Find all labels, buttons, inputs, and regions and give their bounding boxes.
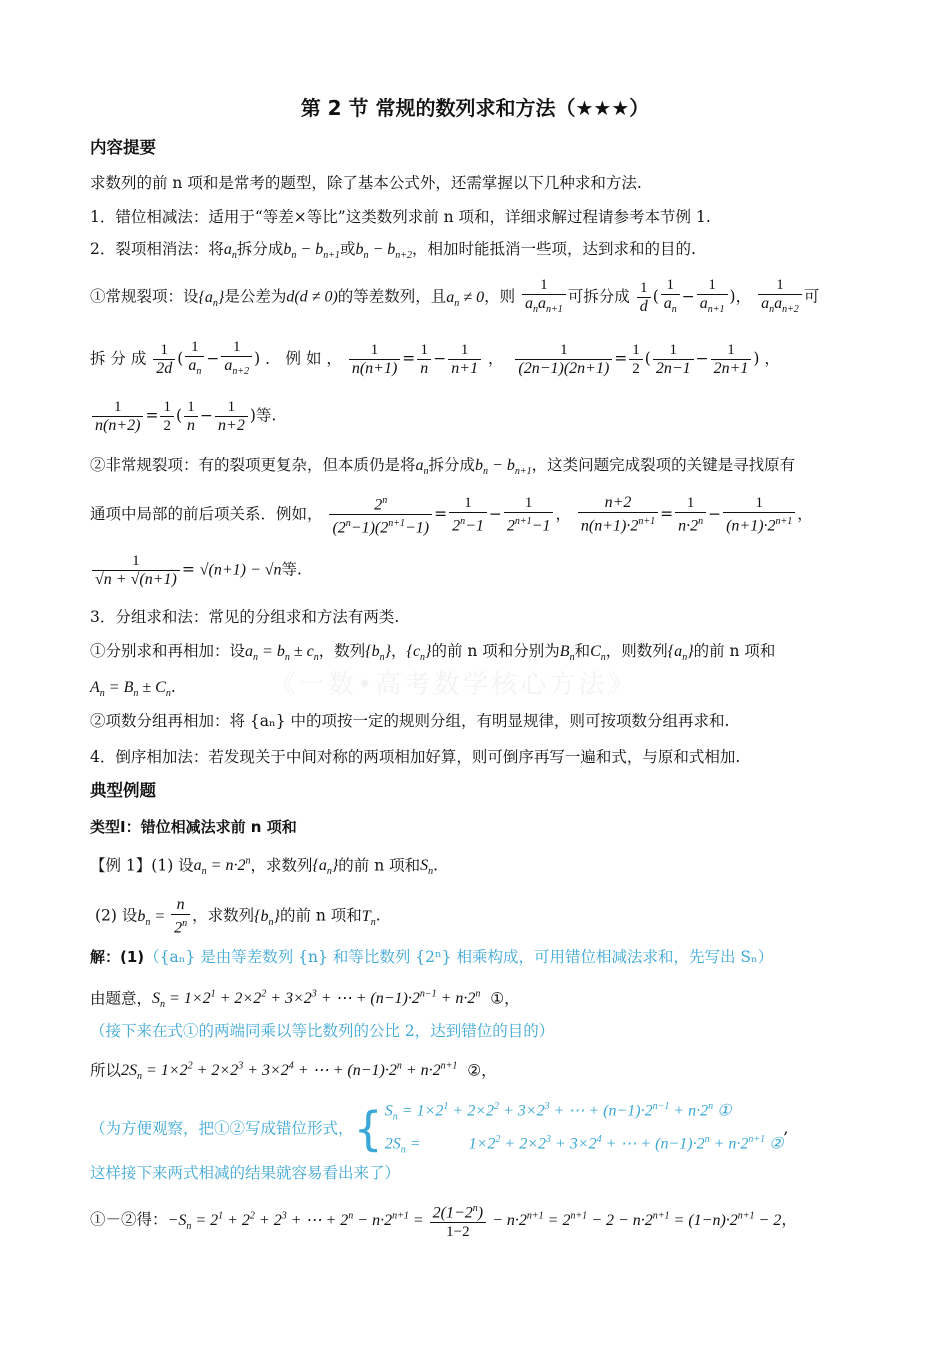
irregular-split-examples: 通项中局部的前后项关系．例如， $\frac{2^n}{(2^n-1)(2^{n+1}-1)}$ = $\frac{1}{2^n-1}$ − $\frac{1}{2^{n+1}-1}$ ， $\frac{n+2}{n(n+1)\cdot 2^{n+1}}$ = $\frac{1}{n\cdot 2^n}$ − $\frac{1}{(n+1)\cdot 2^{n+1}}$ ， bbox=[90, 494, 813, 537]
solution-line-2: 所以$2S_n = 1\times 2^2 + 2\times 2^3 + 3\times 2^4$ + ⋯ + $(n-1)\cdot 2^n + n\cdot 2^{n+1}$ ②， bbox=[90, 1061, 497, 1083]
solution-note-3: （为方便观察，把①②写成错位形式，{$S_n = 1\times 2^1 + 2\times 2^2 + 3\times 2^3$ + ⋯ + $(n-1)\cdot 2^{n-1} + n\cdot 2^n$ ① $2S_n$ = $1\times 2^2 + 2\times 2^3 + 3\times 2^4$ + ⋯ + $(n-1)\cdot 2^n + n\cdot 2^{n+1}$ ②, bbox=[90, 1096, 788, 1161]
solution-note-2: （接下来在式①的两端同乘以等比数列的公比 2，达到错位的目的） bbox=[90, 1022, 555, 1040]
solution-start: 解：(1)（{aₙ} 是由等差数列 {n} 和等比数列 {2ⁿ} 相乘构成，可用错位相减法求和，先写出 Sₙ） bbox=[90, 948, 774, 966]
intro-text: 求数列的前 n 项和是常考的题型，除了基本公式外，还需掌握以下几种求和方法. bbox=[90, 174, 642, 192]
group-sum-1: ①分别求和再相加：设$a_n = b_n \pm c_n$，数列$\{b_n\}$，$\{c_n\}$的前 n 项和分别为$B_n$和$C_n$，则数列$\{a_n\}$的前 n 项和 bbox=[90, 642, 776, 664]
item-1: 1．错位相减法：适用于“等差×等比”这类数列求前 n 项和，详细求解过程请参考本节例 1. bbox=[90, 208, 711, 226]
group-sum-1-formula: $A_n = B_n \pm C_n$. bbox=[90, 678, 176, 700]
solution-note-3-end: 这样接下来两式相减的结果就容易看出来了） bbox=[90, 1164, 401, 1182]
example-1-part-2: (2) 设$b_n$ = $\frac{n}{2^n}$ ，求数列$\{b_n\}$的前 n 项和$T_n$. bbox=[94, 896, 381, 937]
group-sum-2: ②项数分组再相加：将 {aₙ} 中的项按一定的规则分组，有明显规律，则可按项数分组再求和. bbox=[90, 712, 730, 730]
example-1-part-1: 【例 1】(1) 设$a_n = n\cdot 2^n$，求数列$\{a_n\}$的前 n 项和$S_n$. bbox=[90, 856, 439, 878]
item-4: 4．倒序相加法：若发现关于中间对称的两项相加好算，则可倒序再写一遍和式，与原和式相加. bbox=[90, 748, 741, 766]
examples-heading: 典型例题 bbox=[90, 781, 156, 800]
aligned-system: $S_n = 1\times 2^1 + 2\times 2^2 + 3\times 2^3$ + ⋯ + $(n-1)\cdot 2^{n-1} + n\cdot 2^n$ ① $2S_n$ = $1\times 2^2 + 2\times 2^3 + 3\times 2^4$ + ⋯ + $(n-1)\cdot 2^n + n\cdot 2^{n+1}$ ② bbox=[384, 1101, 784, 1156]
solution-note-1: （{aₙ} 是由等差数列 {n} 和等比数列 {2ⁿ} 相乘构成，可用错位相减法求和，先写出 Sₙ） bbox=[144, 948, 774, 966]
summary-heading: 内容提要 bbox=[90, 138, 156, 157]
regular-split-example-3: $\frac{1}{n(n+2)}$ = $\frac{1}{2}$ ( $\frac{1}{n}$ − $\frac{1}{n+2}$ )等. bbox=[90, 398, 276, 435]
irregular-split-example-3: $\frac{1}{√n + √(n+1)}$ = √(n+1) − √n等. bbox=[90, 552, 302, 589]
solution-line-3: ①－②得：$-S_n = 2^1 + 2^2 + 2^3$ + ⋯ + $2^n - n\cdot 2^{n+1}$ = $\frac{2(1-2^n)}{1-2}$ − $n\cdot 2^{n+1} = 2^{n+1} - 2 - n\cdot 2^{n+1} = (1-n)\cdot 2^{n+1} - 2$， bbox=[90, 1203, 797, 1241]
type-1-heading: 类型Ⅰ：错位相减法求前 n 项和 bbox=[90, 818, 297, 836]
solution-line-1: 由题意，$S_n = 1\times 2^1 + 2\times 2^2 + 3\times 2^3$ + ⋯ + $(n-1)\cdot 2^{n-1} + n\cdot 2^n$ ①， bbox=[90, 989, 520, 1011]
watermark: 《一数•高考数学核心方法》 bbox=[270, 670, 637, 700]
regular-split: ①常规裂项：设$\{a_n\}$是公差为d(d ≠ 0)的等差数列，且$a_n \ne 0$，则 $\frac{1}{a_na_{n+1}}$ 可拆分成 $\frac{1}{d}$ ( $\frac{1}{a_n}$ − $\frac{1}{a_{n+1}}$ )， $\frac{1}{a_na_{n+2}}$ 可 bbox=[90, 276, 819, 319]
system-brace: { bbox=[353, 1101, 383, 1156]
page-title: 第 2 节 常规的数列求和方法（★★★） bbox=[300, 96, 650, 120]
irregular-split: ②非常规裂项：有的裂项更复杂，但本质仍是将$a_n$拆分成$b_n - b_{n+1}$，这类问题完成裂项的关键是寻找原有 bbox=[90, 456, 796, 478]
item-2: 2．裂项相消法：将$a_n$拆分成$b_n - b_{n+1}$或$b_n - b_{n+2}$，相加时能抵消一些项，达到求和的目的. bbox=[90, 240, 696, 262]
item-3: 3．分组求和法：常见的分组求和方法有两类. bbox=[90, 608, 400, 626]
regular-split-examples: 拆 分 成 $\frac{1}{2d}$ ( $\frac{1}{a_n}$ − $\frac{1}{a_{n+2}}$ ) ． 例 如 ， $\frac{1}{n(n+1)}$ = $\frac{1}{n}$ − $\frac{1}{n+1}$ ， $\frac{1}{(2n-1)(2n+1)}$ = $\frac{1}{2}$ ( $\frac{1}{2n-1}$ − $\frac{1}{2n+1}$ ) ， bbox=[90, 338, 780, 381]
